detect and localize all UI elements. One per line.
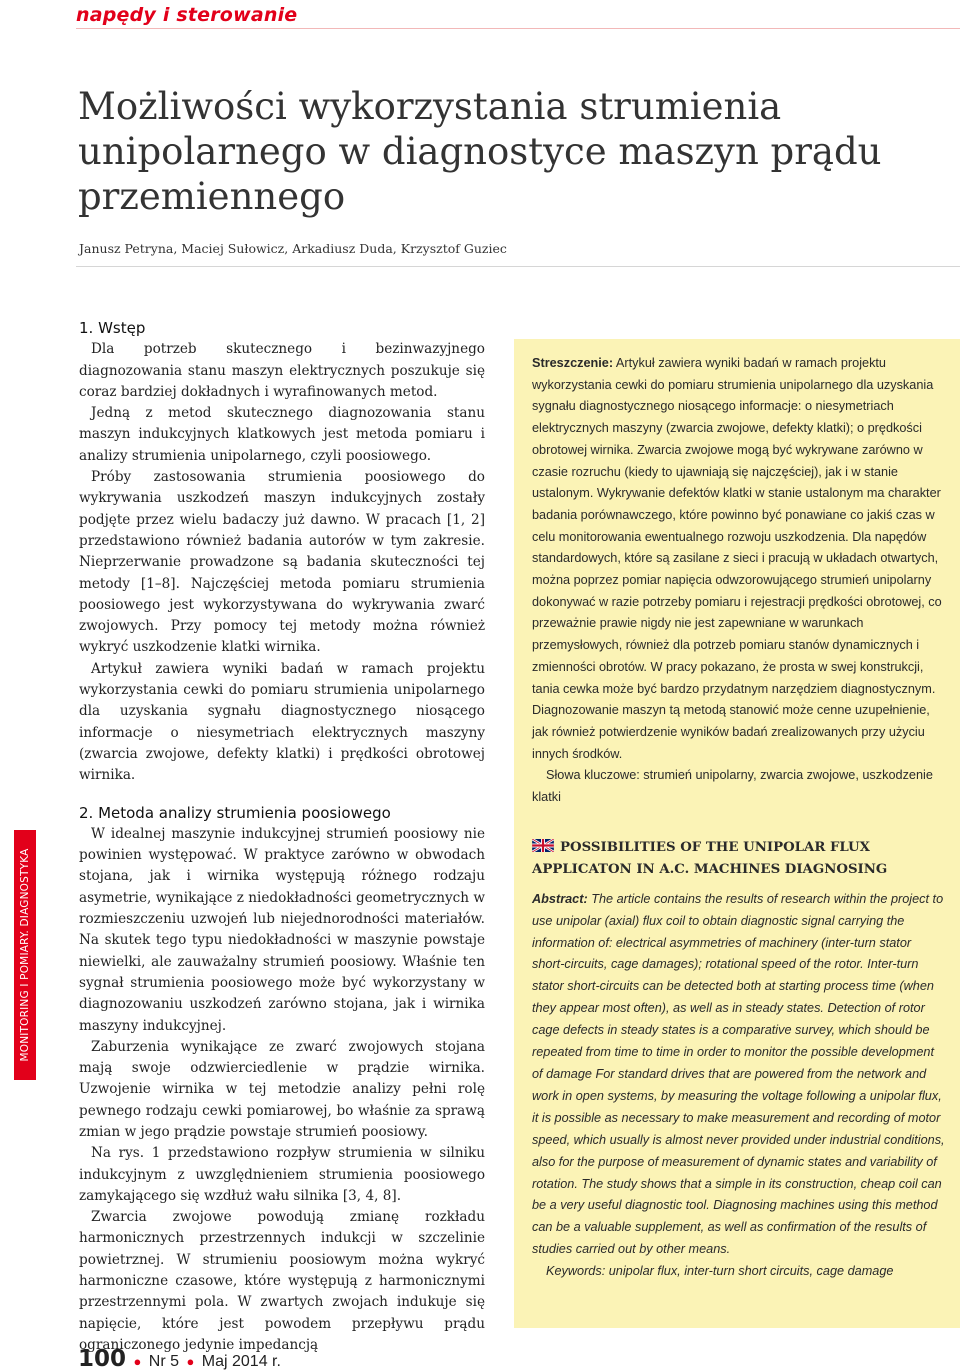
body-paragraph: Na rys. 1 przedstawiono rozpływ strumienia w silniku indukcyjnym z uwzględnieniem strumienia poosiowego zamykającego się wzdłuż wału silnika [3, 4, 8]. — [79, 1145, 485, 1204]
polish-keywords: Słowa kluczowe: strumień unipolarny, zwarcia zwojowe, uszkodzenie klatki — [532, 768, 933, 805]
body-paragraph: Zaburzenia wynikające ze zwarć zwojowych stojana mają swoje odzwierciedlenie w prądzie wirnika. Uzwojenie wirnika w tej metodzie analizy pełni rolę pewnego rodzaju cewki pomiarowej, bo właśnie za sprawą zmian w jego prądzie powstaje strumień poosiowy. — [79, 1038, 485, 1140]
body-paragraph: Artykuł zawiera wyniki badań w ramach projektu wykorzystania cewki do pomiaru strumienia unipolarnego dla uzyskania sygnału diagnostycznego niosącego informacje o niesymetriach elektrycznych maszyny (zwarcia zwojowe, defekty klatki) i prędkości obrotowej wirnika. — [79, 660, 485, 784]
header-divider — [76, 28, 960, 29]
summary-text: Artykuł zawiera wyniki badań w ramach projektu wykorzystania cewki do pomiaru strumienia unipolarnego dla uzyskania sygnału diagnostycznego niosącego informacje: o niesymetriach elektrycznych maszyny (zwarcia zwojowe, defekty klatki); o prędkości obrotowej wirnika. Zwarcia zwojowe mogą być wykrywane zarówno w czasie rozruchu (kiedy to ujawniają się najczęściej), jak i w stanie ustalonym. Wykrywanie defektów klatki w stanie ustalonym ma charakter badania porównawczego, które powinno być ponawiane co jakiś czas w celu monitorowania ewentualnego rozwoju uszkodzenia. Dla napędów standardowych, które są zasilane z sieci i pracują w układach otwartych, można poprzez pomiar napięcia odwzorowującego strumień unipolarny dokonywać w razie potrzeby pomiaru i rejestracji prędkości obrotowej, co przeważnie prawie nigdy nie jest zapewniane w warunkach przemysłowych, również dla potrzeb pomiaru stanów dynamicznych i zmienności obrotów. W pracy pokazano, że prosta w swej konstrukcji, tania cewka może być bardzo przydatnym narzędziem diagnostycznym. Diagnozowanie maszyn tą metodą stanowić może cenne uzupełnienie, jak również potwierdzenie wyników badań zrealizowanych przy użyciu innych środków. — [532, 356, 942, 761]
article-title: Możliwości wykorzystania strumienia unipolarnego w diagnostyce maszyn prądu przemiennego — [78, 85, 882, 218]
body-paragraph: Jedną z metod skutecznego diagnozowania stanu maszyn indukcyjnych klatkowych jest metoda pomiaru i analizy strumienia unipolarnego, czyli poosiowego. — [79, 405, 485, 464]
polish-summary — [532, 353, 946, 765]
summary-label: Streszczenie: — [532, 356, 614, 370]
authors-divider — [76, 266, 960, 267]
body-paragraph: W idealnej maszynie indukcyjnej strumień poosiowy nie powinien występować. W praktyce zarówno w obwodach stojana, jak i wirnika występują różnego rodzaju asymetrie, wynikające z niedokładności geometrycznych w rozmieszczeniu uzwojeń lub niejednorodności materiałów. Na skutek tego typu niedokładności w maszynie powstaje niewielki, ale zauważalny strumień poosiowy. Właśnie ten sygnał strumienia poosiowego może być wykorzystany w diagnozowaniu uszkodzeń zarówno stojana, jak i wirnika maszyny indukcyjnej. — [79, 825, 485, 1034]
page-number: 100 — [78, 1346, 127, 1372]
issue-date: Maj 2014 r. — [201, 1353, 281, 1370]
english-title — [532, 837, 946, 881]
section1-heading: 1. Wstęp — [79, 319, 146, 337]
bullet-icon: ● — [133, 1354, 142, 1369]
page-footer — [78, 1346, 281, 1372]
abstract-label: Abstract: — [532, 891, 588, 906]
english-title-text: POSSIBILITIES OF THE UNIPOLAR FLUX APPLICATON IN A.C. MACHINES DIAGNOSING — [532, 839, 888, 877]
category-label: MONITORING I POMIARY. DIAGNOSTYKA — [19, 848, 31, 1062]
article-authors: Janusz Petryna, Maciej Sułowicz, Arkadiusz Duda, Krzysztof Guziec — [79, 241, 507, 256]
section-rubric: napędy i sterowanie — [76, 4, 298, 26]
summary-box — [514, 339, 960, 1328]
issue-number: Nr 5 — [148, 1353, 180, 1370]
category-sidebar — [14, 830, 36, 1080]
abstract-text: The article contains the results of research within the project to use unipolar (axial) flux coil to obtain diagnostic signal carrying the information of: electrical asymmetries of machinery (inter-turn stator short-circuits, cage damages); rotational speed of the rotor. Inter-turn stator short-circuits can be detected both at starting process time (when they appear most often), as well as in steady states. Detection of rotor cage defects in steady states is a comparative survey, which should be repeated from time to time in order to monitor the possible development of damage For standard drives that are powered from the network and work in open systems, by measuring the voltage following a unipolar flux, it is possible as necessary to make measurement and recording of motor speed, which usually is almost never provided under industrial conditions, also for the purpose of measurement of dynamic states and variability of rotation. The study shows that a simple in its construction, cheap coil can be a very useful diagnostic tool. Diagnosing machines using this method can be a valuable supplement, as well as confirmation of the results of studies carried out by other means. — [532, 891, 945, 1257]
english-keywords: Keywords: unipolar flux, inter-turn short circuits, cage damage — [546, 1264, 894, 1279]
section2-heading: 2. Metoda analizy strumienia poosiowego — [79, 803, 391, 822]
body-paragraph: Próby zastosowania strumienia poosiowego do wykrywania uszkodzeń maszyn indukcyjnych zostały podjęte przez wielu badaczy już dawno. W pracach [1, 2] przedstawiono również badania autorów w tym zakresie. Nieprzerwanie prowadzone są badania skuteczności tej metody [1–8]. Najczęściej metoda pomiaru strumienia poosiowego jest wykorzystywana do wykrywania zwarć zwojowych. Przy pomocy tej metody można również wykryć uszkodzenie klatki wirnika. — [79, 469, 485, 656]
body-column — [79, 318, 485, 1356]
body-paragraph: Dla potrzeb skutecznego i bezinwazyjnego diagnozowania stanu maszyn elektrycznych poszukuje się coraz bardziej dokładnych i wyrafinowanych metod. — [79, 341, 485, 400]
english-abstract — [532, 889, 946, 1261]
bullet-icon: ● — [186, 1354, 195, 1369]
uk-flag-icon — [532, 838, 554, 851]
body-paragraph: Zwarcia zwojowe powodują zmianę rozkładu harmonicznych przestrzennych indukcji w szczelinie powietrznej. W strumieniu poosiowym można wykryć harmoniczne czasowe, które występują z harmonicznymi przestrzennymi pola. W zwartych zwojach indukuje się napięcie, które jest powodem przepływu prądu ograniczonego jedynie impedancją — [79, 1209, 485, 1353]
